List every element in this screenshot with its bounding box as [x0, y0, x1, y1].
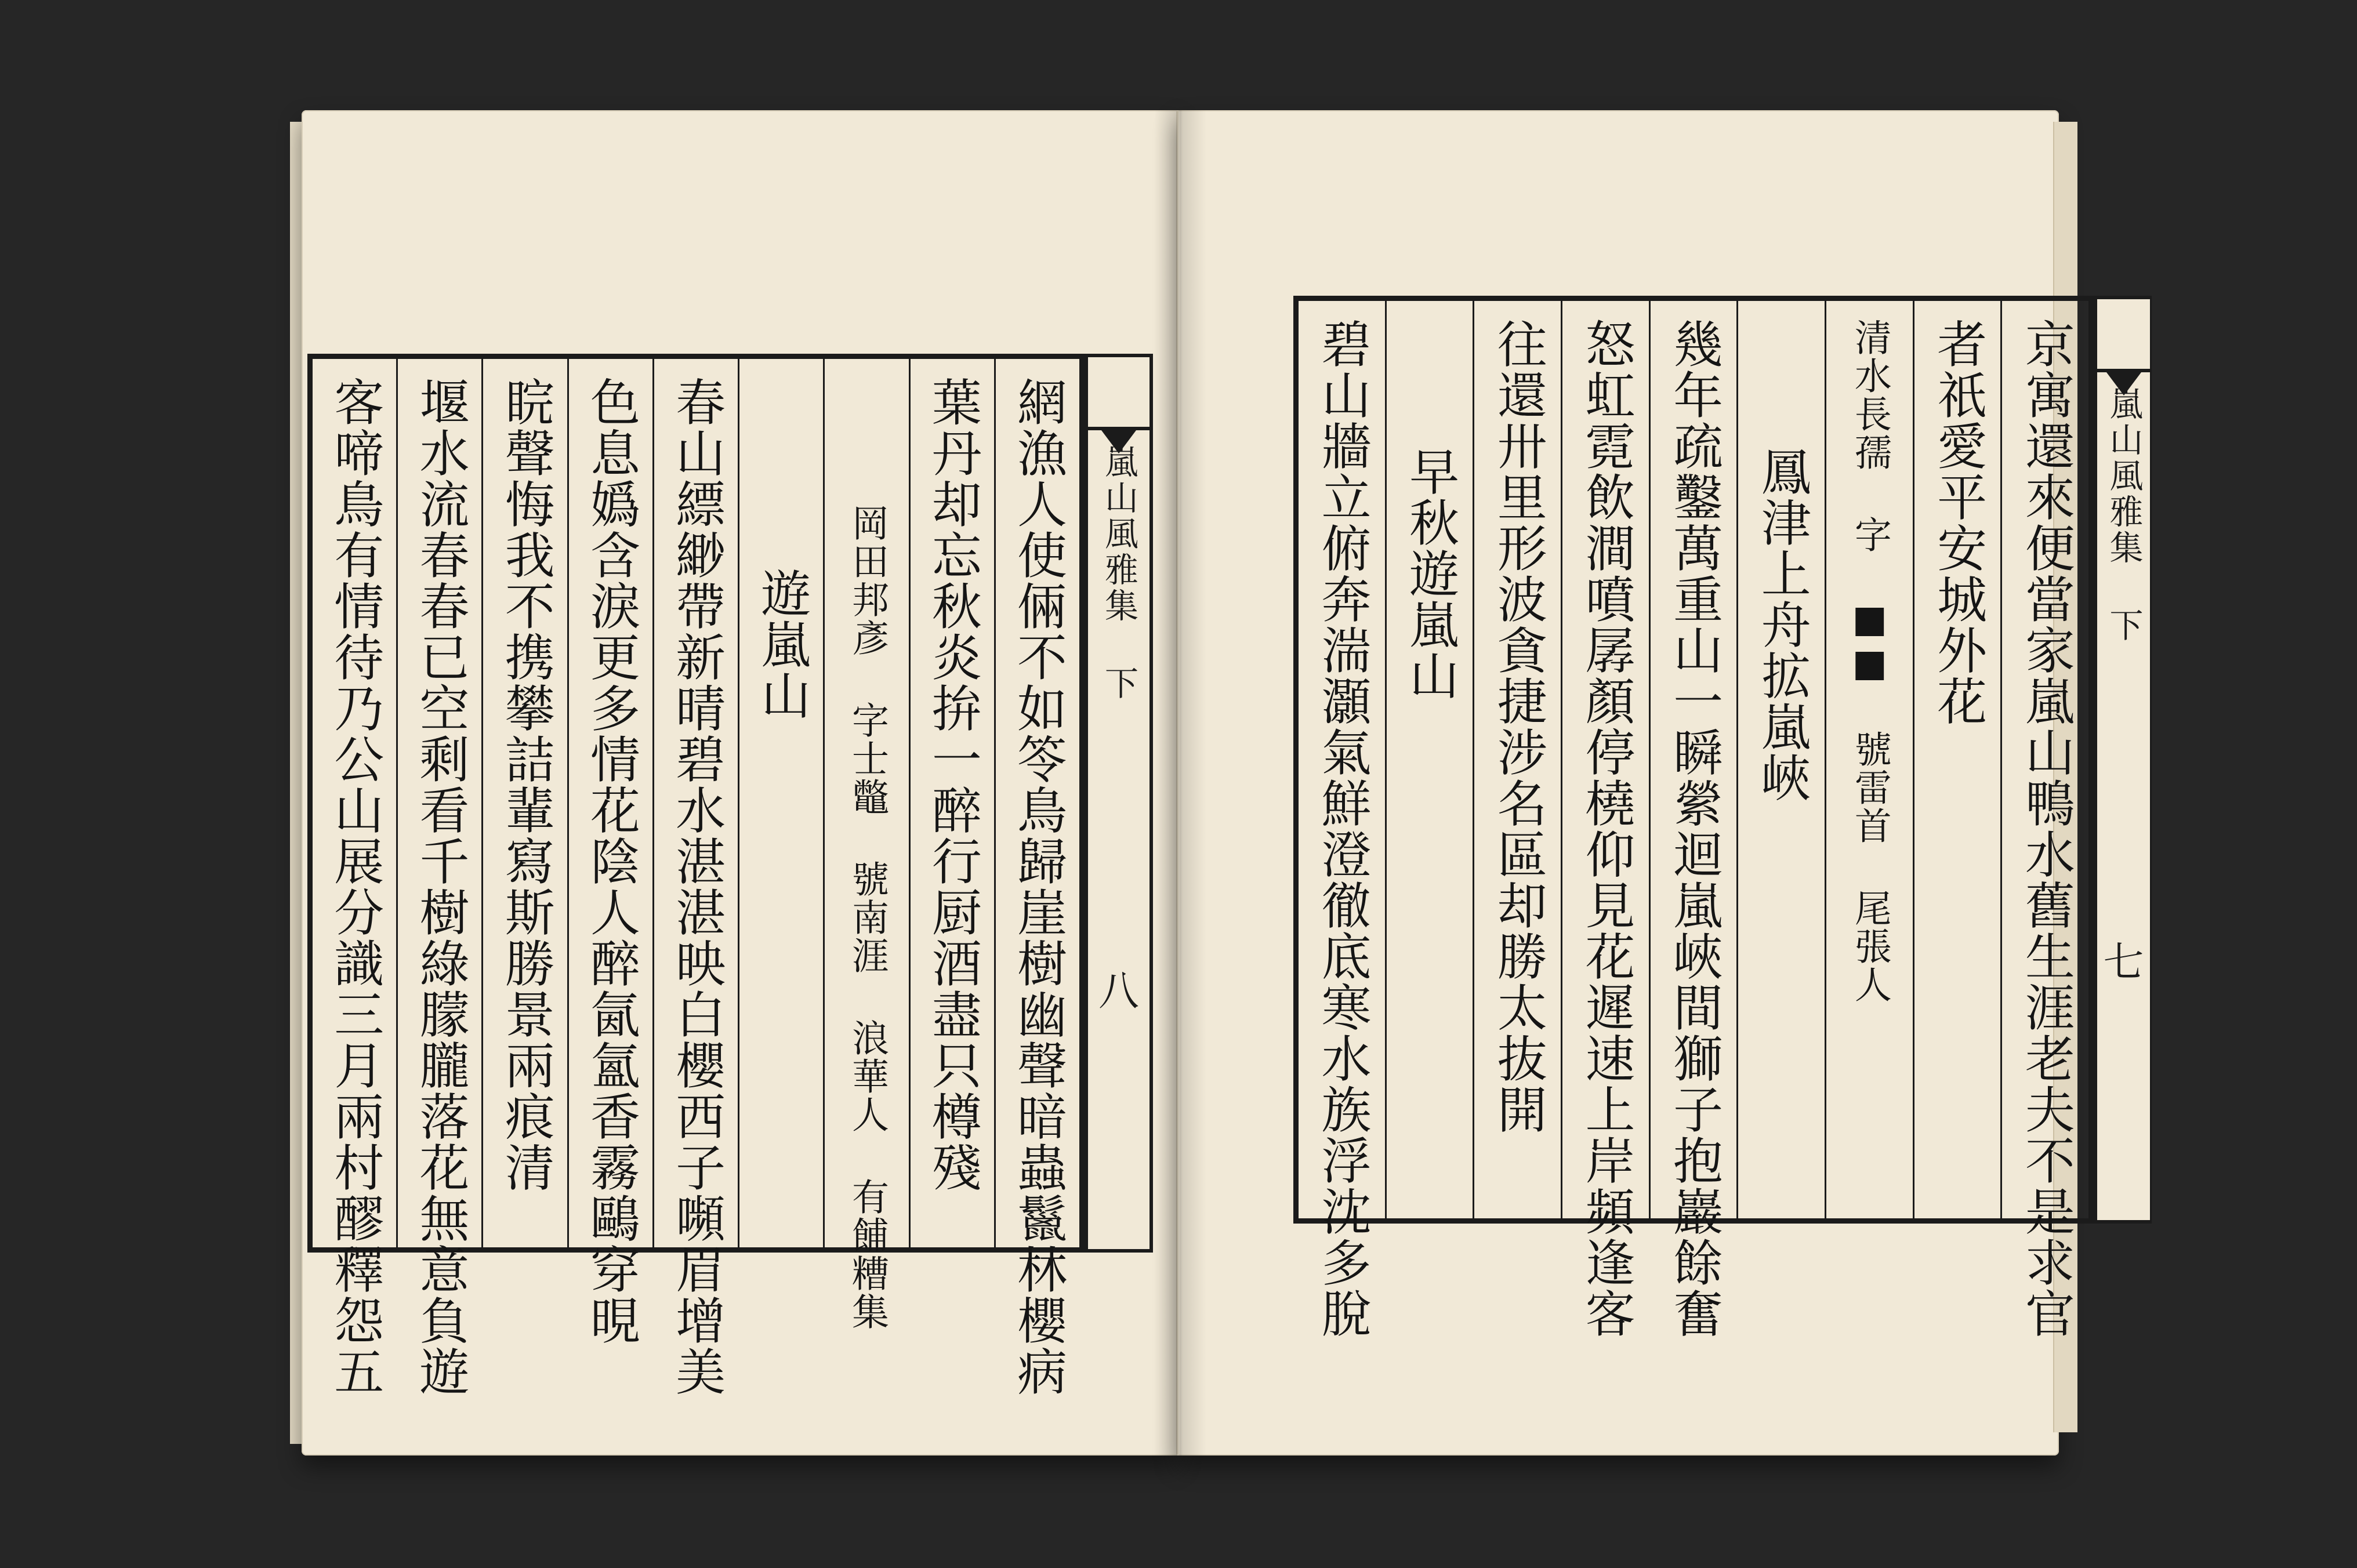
column-text: 者祇愛平安城外花: [1928, 318, 1987, 727]
fish-tail-mark-icon: [1088, 392, 1150, 430]
author-line: 清水長孺 字 ■■ 號雷首 尾張人: [1848, 318, 1891, 1004]
text-column: [823, 359, 908, 1331]
text-column: [1561, 301, 1649, 1339]
column-text: 往還卅里形波貪捷涉名區却勝太抜開: [1488, 318, 1547, 1135]
page-number: 七: [2103, 938, 2144, 986]
text-column: [1299, 301, 1385, 1339]
text-column: [738, 359, 823, 1247]
poem-title: 遊嵐山: [752, 568, 811, 721]
right-text-frame: [1293, 296, 2094, 1339]
text-column: [1825, 301, 1913, 1218]
page-number: 八: [1098, 967, 1139, 1015]
text-column: [1385, 301, 1473, 1218]
text-column: [1473, 301, 1561, 1218]
column-text: 葉丹却忘秋炎拚一醉行厨酒盡只樽殘: [923, 376, 981, 1193]
poem-title: 早秋遊嵐山: [1401, 446, 1459, 701]
column-text: 睆聲悔我不携攀詰輩寫斯勝景兩痕清: [496, 376, 554, 1193]
column-text: 客啼鳥有情待乃公山展分識三月兩村醪釋怨五: [325, 376, 384, 1397]
text-column: [396, 359, 481, 1397]
text-column: [1649, 301, 1737, 1339]
column-text: 幾年疏鑿萬重山一瞬縈迴嵐峽間獅子抱巖餘奮: [1665, 318, 1723, 1339]
text-column: [1913, 301, 2001, 1218]
column-text: 怒虹霓飲澗噴孱顏停橈仰見花遲速上岸頻逢客: [1576, 318, 1635, 1339]
text-column: [2000, 301, 2088, 1339]
margin-title: 嵐山風雅集 下: [2104, 386, 2144, 644]
right-margin-strip: [2094, 296, 2152, 1224]
author-line: 岡田邦彥 字士鼈 號南涯 浪華人 有餔糟集: [846, 504, 889, 1331]
book-gutter: [1154, 110, 1206, 1456]
column-text: 春山縹緲帶新晴碧水湛湛映白櫻西子嚬眉增美: [667, 376, 726, 1397]
column-text: 碧山牆立俯奔湍灝氣鮮澄徹底寒水族浮沈多脫: [1312, 318, 1371, 1339]
left-text-frame: [307, 354, 1085, 1397]
column-text: 色息嬀含淚更多情花陰人醉氤氳香霧鷗穿晛: [581, 376, 640, 1346]
text-column: [567, 359, 652, 1346]
open-book: [290, 99, 2144, 1502]
left-margin-strip: [1085, 354, 1153, 1253]
text-column: [994, 359, 1079, 1397]
text-column: [481, 359, 567, 1247]
text-column: [1736, 301, 1825, 1218]
text-column: [652, 359, 738, 1397]
fish-tail-mark-icon: [2097, 334, 2150, 372]
margin-title: 嵐山風雅集 下: [1099, 444, 1138, 702]
text-column: [313, 359, 396, 1397]
column-text: 京寓還來便當家嵐山鴨水舊生涯老夫不是求官: [2016, 318, 2075, 1339]
column-text: 網漁人使倆不如笭鳥歸崖樹幽聲暗蟲鬣林櫻病: [1009, 376, 1067, 1397]
column-text: 堰水流春春已空剩看千樹綠朦朧落花無意負遊: [411, 376, 469, 1397]
text-column: [909, 359, 994, 1247]
poem-title: 鳳津上舟拡嵐峽: [1752, 446, 1811, 803]
